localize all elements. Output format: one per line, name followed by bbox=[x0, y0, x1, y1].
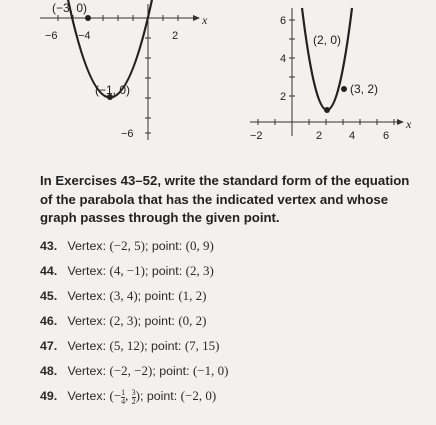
exercise-item bbox=[40, 261, 228, 286]
exercise-number: 48. bbox=[40, 364, 58, 378]
exercise-item bbox=[40, 286, 228, 311]
fraction: $\frac{3}{2}$ bbox=[131, 387, 136, 406]
left-graph bbox=[40, 0, 208, 140]
vertex-label: Vertex: bbox=[67, 239, 107, 253]
right-graph-tick-label: 4 bbox=[280, 53, 287, 65]
exercise-number: 44. bbox=[40, 264, 58, 278]
point-label: ; point: bbox=[144, 264, 183, 278]
right-graph-tick-label: −2 bbox=[250, 130, 263, 142]
vertex-label: Vertex: bbox=[67, 339, 107, 353]
right-graph-tick-label: 2 bbox=[316, 130, 323, 142]
right-graph-parabola bbox=[302, 8, 352, 110]
point-value: (2, 3) bbox=[185, 263, 214, 278]
point-label: ; point: bbox=[140, 389, 178, 403]
vertex-label: Vertex: bbox=[67, 289, 107, 303]
point-value: (0, 9) bbox=[185, 238, 214, 253]
vertex-label: Vertex: bbox=[67, 389, 107, 403]
right-graph-tick-label: 6 bbox=[383, 130, 390, 142]
exercise-number: 47. bbox=[40, 339, 58, 353]
point-label: ; point: bbox=[144, 239, 183, 253]
point-value: (0, 2) bbox=[178, 313, 207, 328]
right-graph-tick-label: 4 bbox=[349, 130, 356, 142]
right-graph-axis-var: x bbox=[406, 117, 412, 131]
left-graph-axis-var: x bbox=[202, 13, 208, 27]
graphs-figure bbox=[0, 0, 436, 160]
point-label: ; point: bbox=[137, 289, 175, 303]
vertex-value: (−2, −2) bbox=[109, 363, 153, 378]
point-label: ; point: bbox=[144, 339, 182, 353]
left-graph-x-arrow-icon bbox=[193, 15, 200, 21]
point-label: ; point: bbox=[152, 364, 190, 378]
left-graph-vertex-label: (−1, 0) bbox=[95, 83, 131, 97]
left-graph-tick-label: 2 bbox=[172, 30, 179, 42]
point-value: (−2, 0) bbox=[180, 388, 217, 403]
fraction: $\frac{1}{4}$ bbox=[121, 387, 126, 406]
exercise-number: 43. bbox=[40, 239, 58, 253]
left-graph-tick-label: −6 bbox=[45, 30, 58, 42]
vertex-value: (−2, 5) bbox=[109, 238, 145, 253]
exercise-item bbox=[40, 361, 228, 386]
right-graph bbox=[250, 8, 412, 142]
left-graph-tick-label: −4 bbox=[78, 30, 91, 42]
right-graph-vertex bbox=[324, 107, 330, 113]
point-value: (7, 15) bbox=[184, 338, 220, 353]
right-graph-point-label: (3, 2) bbox=[350, 82, 379, 96]
right-graph-tick-label: 6 bbox=[280, 15, 287, 27]
left-graph-point bbox=[85, 15, 91, 21]
exercise-number: 45. bbox=[40, 289, 58, 303]
vertex-label: Vertex: bbox=[67, 314, 107, 328]
vertex-value: (4, −1) bbox=[109, 263, 145, 278]
right-graph-x-arrow-icon bbox=[397, 119, 404, 125]
exercise-number: 49. bbox=[40, 389, 58, 403]
vertex-value: (− $\frac{1}{4}$ , $\frac{3}{2}$ ) bbox=[109, 387, 140, 406]
right-graph-point bbox=[341, 86, 347, 92]
exercise-item bbox=[40, 311, 228, 336]
exercise-item bbox=[40, 336, 228, 361]
vertex-value: (5, 12) bbox=[109, 338, 145, 353]
exercise-item bbox=[40, 236, 228, 261]
point-value: (1, 2) bbox=[178, 288, 207, 303]
point-label: ; point: bbox=[137, 314, 175, 328]
vertex-value: (2, 3) bbox=[109, 313, 138, 328]
left-graph-point-label: (−3, 0) bbox=[52, 1, 88, 15]
right-graph-tick-label: 2 bbox=[280, 91, 287, 103]
point-value: (−1, 0) bbox=[192, 363, 229, 378]
vertex-value: (3, 4) bbox=[109, 288, 138, 303]
right-graph-vertex-label: (2, 0) bbox=[313, 33, 342, 47]
left-graph-tick-label: −6 bbox=[121, 128, 134, 140]
exercise-item bbox=[40, 386, 228, 411]
vertex-label: Vertex: bbox=[67, 364, 107, 378]
exercise-list bbox=[40, 236, 228, 411]
exercise-instructions: In Exercises 43–52, write the standard form of the equation of the parabola that has the indicated vertex and whose graph passes through the given point. bbox=[40, 173, 410, 225]
vertex-label: Vertex: bbox=[67, 264, 107, 278]
exercise-number: 46. bbox=[40, 314, 58, 328]
